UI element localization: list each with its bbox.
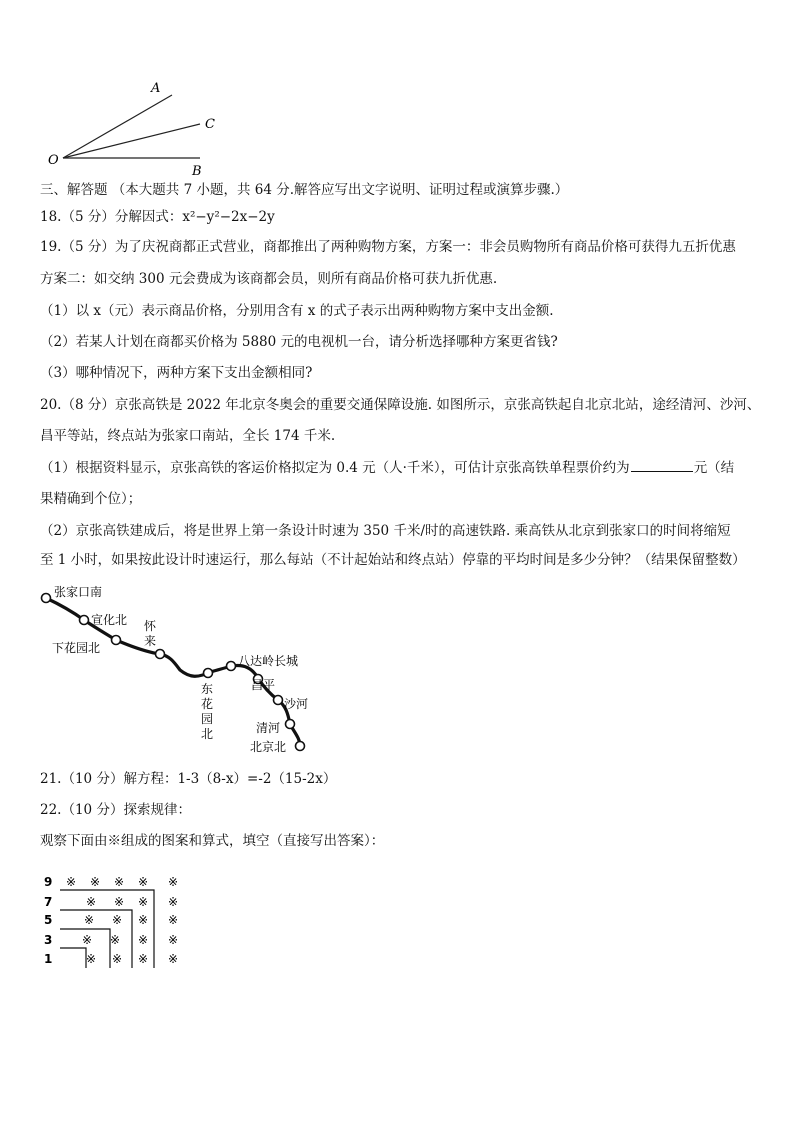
label-B: B — [192, 164, 202, 178]
pattern-symbol: ※ — [168, 875, 179, 889]
question-19-part3: （3）哪种情况下，两种方案下支出金额相同? — [40, 365, 313, 381]
station-xuanhua: 宣化北 — [91, 613, 128, 627]
station-marker-beijing — [296, 742, 305, 751]
question-20-line2: 昌平等站，终点站为张家口南站，全长 174 千米. — [40, 428, 336, 444]
pattern-symbol: ※ — [86, 952, 97, 966]
row-label: 3 — [44, 933, 53, 947]
pattern-symbol: ※ — [86, 895, 97, 909]
station-zhangjiakou: 张家口南 — [54, 585, 103, 599]
pattern-symbol: ※ — [112, 913, 123, 927]
station-donghuayuan-4: 北 — [201, 727, 214, 741]
station-marker-donghuayuan — [204, 669, 213, 678]
label-O: O — [48, 153, 59, 168]
question-22-line1: 22.（10 分）探索规律： — [40, 802, 191, 818]
pattern-symbol: ※ — [168, 913, 179, 927]
station-marker-qinghe — [286, 720, 295, 729]
station-marker-xiahuayuan — [112, 636, 121, 645]
row-label: 5 — [44, 913, 53, 927]
station-huai-1: 怀 — [144, 619, 157, 633]
station-shahe: 沙河 — [284, 697, 309, 711]
station-changping: 昌平 — [251, 678, 276, 692]
station-badaling: 八达岭长城 — [238, 654, 299, 668]
pattern-symbol: ※ — [114, 895, 125, 909]
question-20-line1: 20.（8 分）京张高铁是 2022 年北京冬奥会的重要交通保障设施. 如图所示，京张高铁起自北京北站，途经清河、沙河、 — [40, 397, 761, 413]
question-20-part1-cont: 果精确到个位）； — [40, 491, 142, 507]
rail-map — [38, 582, 338, 757]
row-label: 9 — [44, 875, 53, 889]
question-19-line2: 方案二：如交纳 300 元会费成为该商都会员，则所有商品价格可获九折优惠. — [40, 271, 498, 287]
pattern-symbol: ※ — [84, 913, 95, 927]
station-xiahuayuan: 下花园北 — [52, 641, 101, 655]
pattern-symbol: ※ — [114, 875, 125, 889]
station-marker-shahe — [274, 696, 283, 705]
station-marker-huai — [156, 650, 165, 659]
label-A: A — [151, 81, 161, 96]
question-19-line1: 19.（5 分）为了庆祝商都正式营业，商都推出了两种购物方案，方案一：非会员购物所有商品价格可获得九五折优惠 — [40, 239, 736, 255]
pattern-symbol: ※ — [138, 952, 149, 966]
row-label: 1 — [44, 952, 53, 966]
pattern-symbol: ※ — [112, 952, 123, 966]
pattern-figure — [36, 866, 196, 974]
station-donghuayuan-1: 东 — [201, 682, 214, 696]
angle-figure — [40, 78, 240, 178]
pattern-symbol: ※ — [168, 933, 179, 947]
station-marker-badaling — [227, 662, 236, 671]
pattern-symbol: ※ — [82, 933, 93, 947]
pattern-symbol: ※ — [138, 895, 149, 909]
answer-blank[interactable] — [631, 459, 693, 472]
question-20-part2-b: 至 1 小时，如果按此设计时速运行，那么每站（不计起始站和终点站）停靠的平均时间是多少分钟？（结果保留整数） — [40, 552, 746, 568]
pattern-symbol: ※ — [138, 933, 149, 947]
label-C: C — [205, 117, 215, 132]
station-donghuayuan-2: 花 — [201, 697, 214, 711]
pattern-symbol: ※ — [168, 895, 179, 909]
section-heading: 三、解答题 （本大题共 7 小题，共 64 分.解答应写出文字说明、证明过程或演算步骤.） — [40, 182, 569, 198]
question-18: 18.（5 分）分解因式：x²−y²−2x−2y — [40, 209, 275, 225]
row-label: 7 — [44, 895, 53, 909]
question-20-part1-text: （1）根据资料显示，京张高铁的客运价格拟定为 0.4 元（人·千米），可估计京张高铁单程票价约为 — [40, 460, 630, 476]
pattern-symbol: ※ — [110, 933, 121, 947]
pattern-symbol: ※ — [168, 952, 179, 966]
pattern-symbol: ※ — [138, 875, 149, 889]
pattern-symbol: ※ — [138, 913, 149, 927]
station-marker-zhangjiakou — [42, 594, 51, 603]
question-19-part2: （2）若某人计划在商都买价格为 5880 元的电视机一台，请分析选择哪种方案更省钱? — [40, 334, 558, 350]
question-19-part1: （1）以 x（元）表示商品价格，分别用含有 x 的式子表示出两种购物方案中支出金额. — [40, 303, 554, 319]
station-marker-xuanhua — [80, 616, 89, 625]
question-20-part1 — [40, 459, 734, 477]
question-22-line2: 观察下面由※组成的图案和算式，填空（直接写出答案）： — [40, 833, 385, 849]
station-huai-2: 来 — [144, 634, 157, 648]
question-20-part2-a: （2）京张高铁建成后，将是世界上第一条设计时速为 350 千米/时的高速铁路. 乘高铁从北京到张家口的时间将缩短 — [40, 523, 731, 539]
station-qinghe: 清河 — [256, 721, 281, 735]
station-beijing: 北京北 — [250, 740, 287, 754]
question-21: 21.（10 分）解方程：1-3（8-x）=-2（15-2x） — [40, 771, 337, 787]
question-20-part1-unit: 元（结 — [693, 460, 735, 476]
station-donghuayuan-3: 园 — [201, 712, 214, 726]
pattern-symbol: ※ — [90, 875, 101, 889]
pattern-symbol: ※ — [66, 875, 77, 889]
